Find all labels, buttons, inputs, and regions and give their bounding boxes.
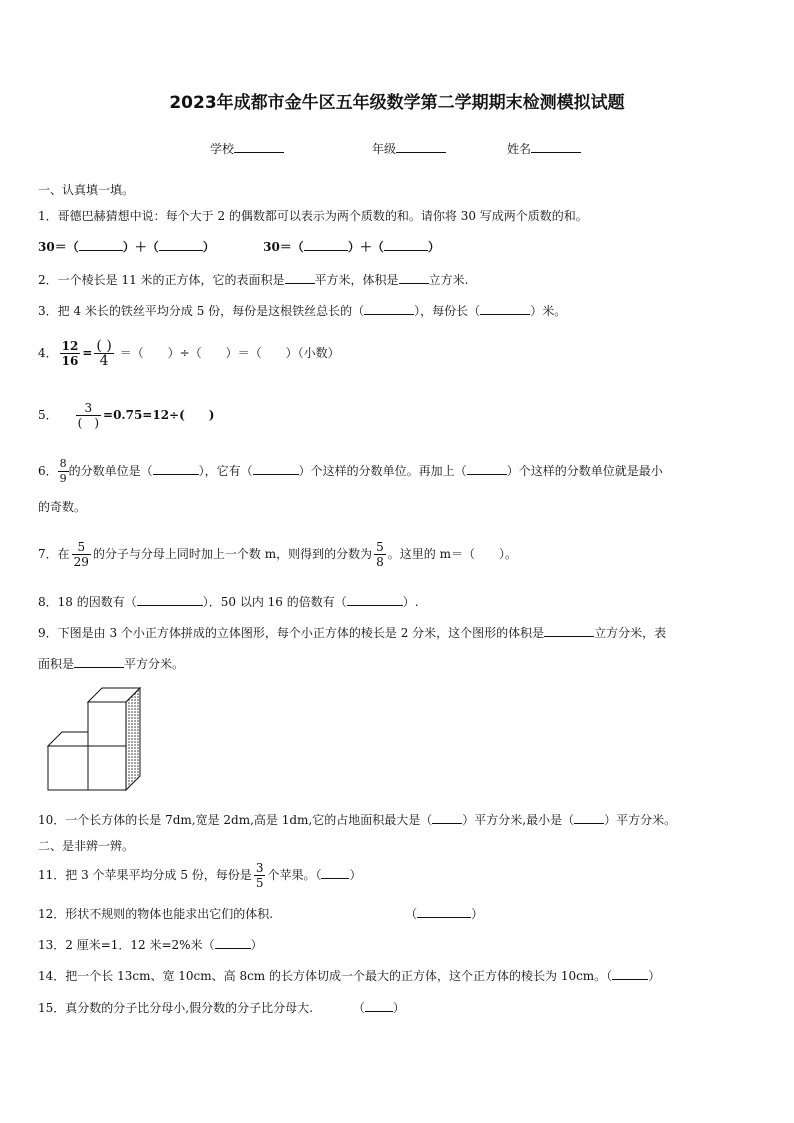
answer-blank[interactable] xyxy=(79,238,123,251)
q6-text-c: ）个这样的分数单位。再加上（ xyxy=(298,464,467,478)
q3-text-c: ）米。 xyxy=(530,304,567,318)
q14-text-a: 14．把一个长 13cm、宽 10cm、高 8cm 的长方体切成一个最大的正方体，这个正方体的棱长为 10cm。（ xyxy=(38,969,613,983)
answer-blank[interactable] xyxy=(432,811,462,824)
question-2 xyxy=(38,271,468,288)
question-1-equations xyxy=(38,238,440,255)
q11-text-c: ） xyxy=(349,868,362,882)
q1-eq-a-end: ） xyxy=(202,240,215,254)
q3-text-a: 3．把 4 米长的铁丝平均分成 5 份，每份是这根铁丝总长的（ xyxy=(38,304,365,318)
q13-text-b: ） xyxy=(250,938,263,952)
q11-text-b: 个苹果。（ xyxy=(267,868,322,882)
q9-text-b: 立方分米，表 xyxy=(594,626,667,640)
question-1: 1．哥德巴赫猜想中说：每个大于 2 的偶数都可以表示为两个质数的和。请你将 30 写成两个质数的和。 xyxy=(38,209,588,223)
grade-field[interactable] xyxy=(372,140,446,157)
q2-text-a: 2．一个棱长是 11 米的正方体，它的表面积是 xyxy=(38,273,285,287)
q11-text-a: 11．把 3 个苹果平均分成 5 份，每份是 xyxy=(38,868,252,882)
q6-text-d: ）个这样的分数单位就是最小 xyxy=(506,464,663,478)
q15-text-b: （ xyxy=(352,1001,365,1015)
answer-blank[interactable] xyxy=(347,593,403,606)
cube-figure xyxy=(44,684,144,794)
question-15 xyxy=(38,999,405,1016)
q6-fraction: $\frac{8}{9}$ xyxy=(59,457,67,485)
q1-eq-b-end: ） xyxy=(427,240,440,254)
q10-text-b: ）平方分米,最小是（ xyxy=(462,813,575,827)
right-cube-front-face xyxy=(88,746,126,790)
question-12 xyxy=(38,905,483,922)
q7-fraction-1: $\frac{5}{29}$ xyxy=(73,540,89,569)
q12-text-a: 12．形状不规则的物体也能求出它们的体积. xyxy=(38,907,274,921)
q2-text-b: 平方米，体积是 xyxy=(314,273,399,287)
name-label: 姓名 xyxy=(507,142,532,156)
q15-text-c: ） xyxy=(392,1001,405,1015)
name-field[interactable] xyxy=(507,140,581,157)
question-11 xyxy=(38,858,361,892)
q2-text-c: 立方米. xyxy=(428,273,469,287)
section-2-heading: 二、是非辨一辨。 xyxy=(38,839,135,853)
question-4 xyxy=(38,338,340,368)
grade-blank[interactable] xyxy=(396,140,446,153)
q12-text-c: ） xyxy=(471,907,484,921)
answer-blank[interactable] xyxy=(467,462,507,475)
q5-fraction: $\frac{3}{( )}$ xyxy=(77,401,100,430)
answer-blank[interactable] xyxy=(544,624,594,637)
shaded-side-face xyxy=(126,688,140,790)
q9-text-a: 9．下图是由 3 个小正方体拼成的立体图形，每个小正方体的棱长是 2 分米，这个图形的体积是 xyxy=(38,626,545,640)
q4-fraction-1: $\frac{12}{16}$ xyxy=(61,339,79,368)
q15-text-a: 15．真分数的分子比分母小,假分数的分子比分母大. xyxy=(38,1001,313,1015)
answer-blank[interactable] xyxy=(364,302,414,315)
answer-blank[interactable] xyxy=(574,811,604,824)
q1-eq-b-mid: ）＋（ xyxy=(347,240,384,254)
question-6-line-2: 的奇数。 xyxy=(38,500,87,514)
question-14 xyxy=(38,967,660,984)
name-blank[interactable] xyxy=(531,140,581,153)
q1-eq-a-lhs: 30＝（ xyxy=(38,240,79,254)
question-9-line-2 xyxy=(38,655,184,672)
answer-blank[interactable] xyxy=(612,967,648,980)
q9-text-c: 面积是 xyxy=(38,657,75,671)
q1-eq-a-mid: ）＋（ xyxy=(122,240,159,254)
q4-fraction-2: $\frac{( )}{4}$ xyxy=(96,338,112,369)
q7-text-a: 7．在 xyxy=(38,547,70,561)
answer-blank[interactable] xyxy=(74,655,124,668)
q8-text-b: ）．50 以内 16 的倍数有（ xyxy=(202,595,347,609)
answer-blank[interactable] xyxy=(159,238,203,251)
school-blank[interactable] xyxy=(234,140,284,153)
q5-number: 5． xyxy=(38,408,58,422)
q6-text-a: 的分数单位是（ xyxy=(68,464,153,478)
question-8 xyxy=(38,593,419,610)
answer-blank[interactable] xyxy=(365,999,393,1012)
answer-blank[interactable] xyxy=(304,238,348,251)
top-cube-front-face xyxy=(88,702,126,746)
q12-text-b: （ xyxy=(405,907,418,921)
q3-text-b: ），每份长（ xyxy=(414,304,481,318)
answer-blank[interactable] xyxy=(480,302,530,315)
question-6 xyxy=(38,456,663,486)
question-7 xyxy=(38,537,517,571)
answer-blank[interactable] xyxy=(153,462,199,475)
answer-blank[interactable] xyxy=(399,271,429,284)
question-3 xyxy=(38,302,566,319)
q13-text-a: 13．2 厘米=1．12 米=2%米（ xyxy=(38,938,215,952)
left-cube-top-face xyxy=(48,732,88,746)
question-10 xyxy=(38,811,676,828)
q10-text-c: ）平方分米。 xyxy=(604,813,677,827)
q4-rest: ＝（ ）÷（ ）＝（ ）（小数） xyxy=(119,346,340,360)
q6-text-b: ），它有（ xyxy=(198,464,253,478)
q10-text-a: 10．一个长方体的长是 7dm,宽是 2dm,高是 1dm,它的占地面积最大是（ xyxy=(38,813,433,827)
answer-blank[interactable] xyxy=(285,271,315,284)
question-13 xyxy=(38,936,263,953)
answer-blank[interactable] xyxy=(417,905,471,918)
q4-equals: = xyxy=(82,346,93,360)
q11-fraction: $\frac{3}{5}$ xyxy=(255,861,264,890)
q8-text-a: 8．18 的因数有（ xyxy=(38,595,137,609)
q1-eq-b-lhs: 30＝（ xyxy=(263,240,304,254)
q7-text-c: 。这里的 m＝（ ）。 xyxy=(387,547,517,561)
question-9 xyxy=(38,624,666,641)
q7-text-b: 的分子与分母上同时加上一个数 m，则得到的分数为 xyxy=(92,547,373,561)
q9-text-d: 平方分米。 xyxy=(124,657,185,671)
left-cube-front-face xyxy=(48,746,88,790)
q4-number: 4． xyxy=(38,346,58,360)
q7-fraction-2: $\frac{5}{8}$ xyxy=(376,540,384,569)
answer-blank[interactable] xyxy=(384,238,428,251)
answer-blank[interactable] xyxy=(215,936,251,949)
answer-blank[interactable] xyxy=(321,866,349,879)
answer-blank[interactable] xyxy=(253,462,299,475)
question-5 xyxy=(38,400,214,430)
q14-text-b: ） xyxy=(648,969,661,983)
answer-blank[interactable] xyxy=(137,593,203,606)
q5-rest: =0.75=12÷( ) xyxy=(103,408,215,422)
section-1-heading: 一、认真填一填。 xyxy=(38,183,135,197)
school-field[interactable] xyxy=(210,140,284,157)
q8-text-c: ）. xyxy=(402,595,419,609)
school-label: 学校 xyxy=(210,142,235,156)
q6-number: 6． xyxy=(38,464,58,478)
grade-label: 年级 xyxy=(372,142,397,156)
page-title: 2023年成都市金牛区五年级数学第二学期期末检测模拟试题 xyxy=(169,93,625,113)
